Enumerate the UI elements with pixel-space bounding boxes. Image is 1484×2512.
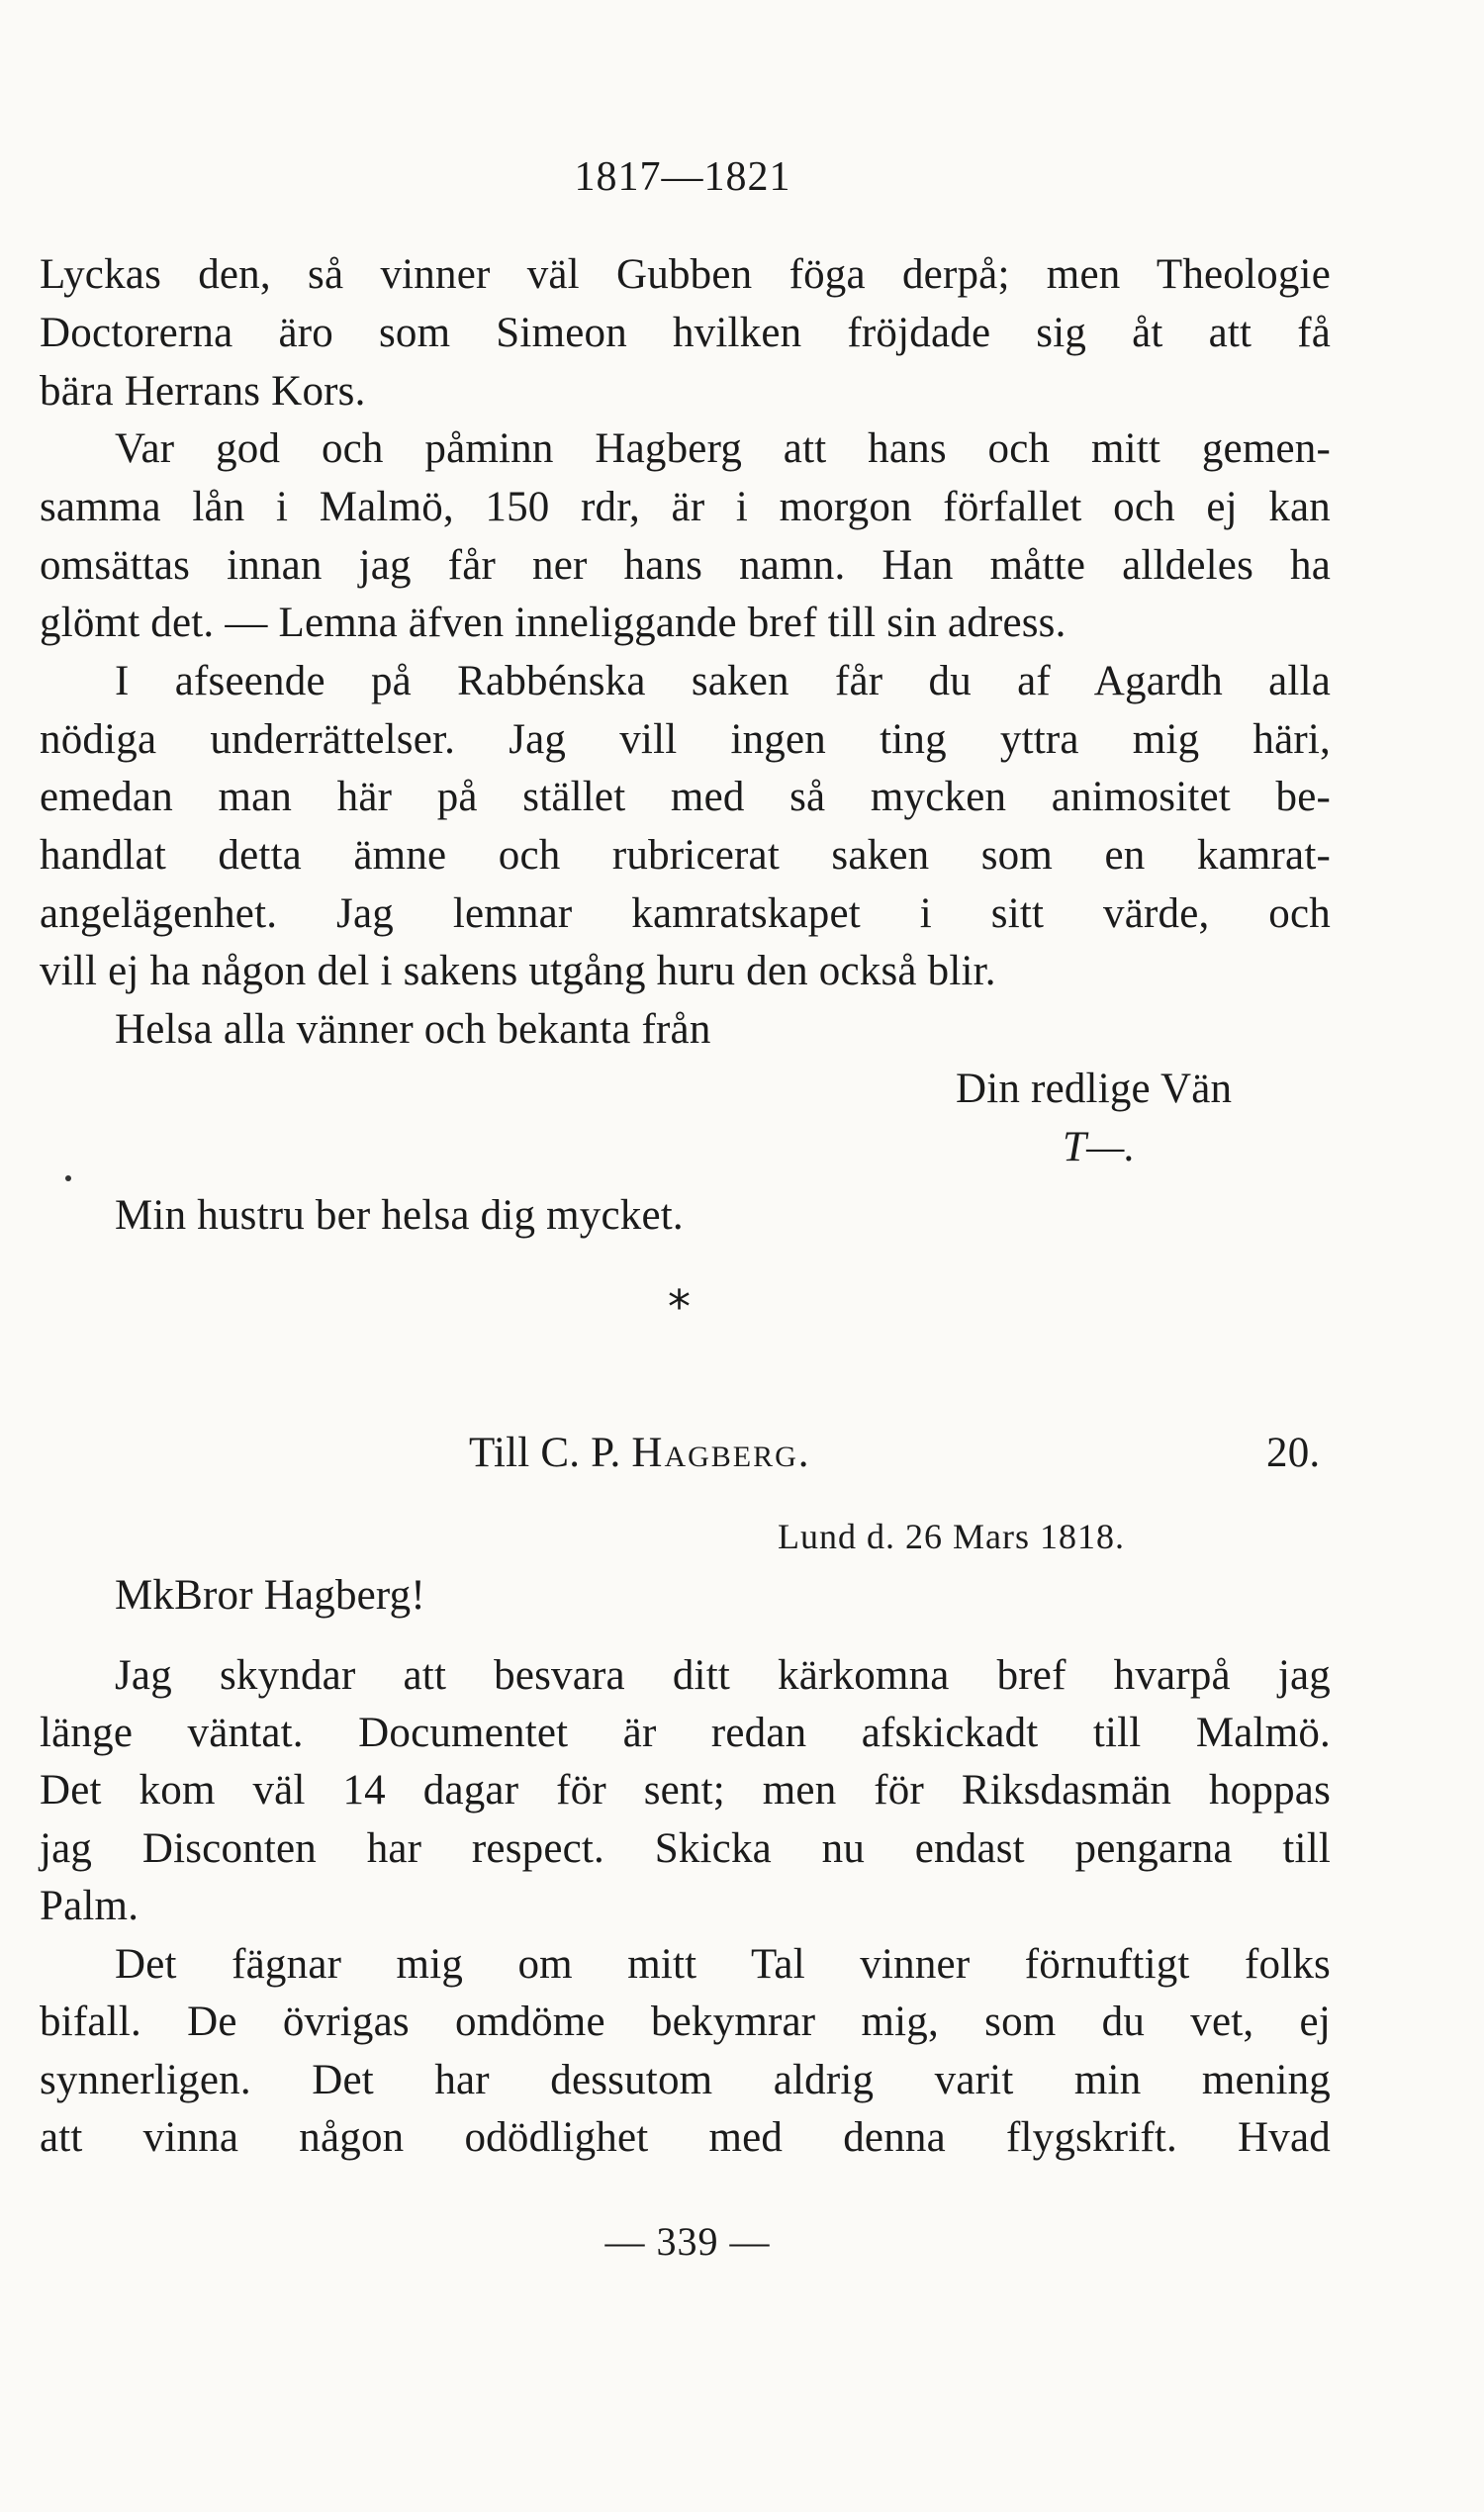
letter1-line-5: samma lån i Malmö, 150 rdr, är i morgon förfallet och ej kan: [40, 484, 1331, 530]
letter2-recipient-prefix: Till C. P.: [469, 1430, 621, 1476]
letter1-postscript: Min hustru ber helsa dig mycket.: [115, 1192, 684, 1239]
letter1-line-13: vill ej ha någon del i sakens utgång huru den också blir.: [40, 948, 996, 994]
letter2-dateline: Lund d. 26 Mars 1818.: [778, 1517, 1125, 1556]
letter2-line-5: Palm.: [40, 1883, 139, 1929]
letter1-line-7: glömt det. — Lemna äfven inneliggande bref till sin adress.: [40, 600, 1067, 646]
page-number: — 339 —: [604, 2219, 771, 2264]
stray-dot: [65, 1175, 71, 1181]
letter1-line-14: Helsa alla vänner och bekanta från: [115, 1006, 711, 1053]
letter1-line-2: Doctorerna äro som Simeon hvilken fröjdade sig åt att få: [40, 310, 1331, 356]
letter2-line-1: Jag skyndar att besvara ditt kärkomna bref hvarpå jag: [115, 1652, 1331, 1699]
letter1-line-1: Lyckas den, så vinner väl Gubben föga derpå; men Theologie: [40, 251, 1331, 298]
letter2-number: 20.: [1266, 1430, 1321, 1476]
letter1-closing: Din redlige Vän: [956, 1066, 1233, 1112]
section-divider-asterisk: *: [668, 1280, 691, 1334]
letter1-line-8: I afseende på Rabbénska saken får du af Agardh alla: [115, 658, 1331, 704]
running-header: 1817—1821: [574, 154, 791, 200]
letter1-line-10: emedan man här på stället med så mycken animositet be-: [40, 774, 1331, 820]
letter1-line-11: handlat detta ämne och rubricerat saken som en kamrat-: [40, 832, 1331, 879]
letter2-line-4: jag Disconten har respect. Skicka nu endast pengarna till: [40, 1825, 1331, 1872]
letter2-salutation: MkBror Hagberg!: [115, 1572, 425, 1619]
letter2-recipient: [469, 1425, 811, 1482]
letter1-line-4: Var god och påminn Hagberg att hans och mitt gemen-: [115, 425, 1331, 472]
letter1-line-9: nödiga underrättelser. Jag vill ingen ting yttra mig häri,: [40, 716, 1331, 763]
letter2-line-8: synnerligen. Det har dessutom aldrig varit min mening: [40, 2057, 1331, 2103]
letter1-line-6: omsättas innan jag får ner hans namn. Han måtte alldeles ha: [40, 542, 1331, 589]
letter2-recipient-name: Hagberg.: [631, 1430, 811, 1476]
letter2-line-3: Det kom väl 14 dagar för sent; men för Riksdasmän hoppas: [40, 1767, 1331, 1814]
letter2-line-7: bifall. De övrigas omdöme bekymrar mig, som du vet, ej: [40, 1999, 1331, 2045]
letter1-signature: T—.: [1063, 1124, 1136, 1170]
letter2-line-6: Det fägnar mig om mitt Tal vinner förnuftigt folks: [115, 1941, 1331, 1988]
letter2-line-2: länge väntat. Documentet är redan afskickadt till Malmö.: [40, 1710, 1331, 1756]
letter1-line-12: angelägenhet. Jag lemnar kamratskapet i sitt värde, och: [40, 890, 1331, 937]
letter1-line-3: bära Herrans Kors.: [40, 368, 366, 415]
letter2-line-9: att vinna någon odödlighet med denna flygskrift. Hvad: [40, 2114, 1331, 2161]
